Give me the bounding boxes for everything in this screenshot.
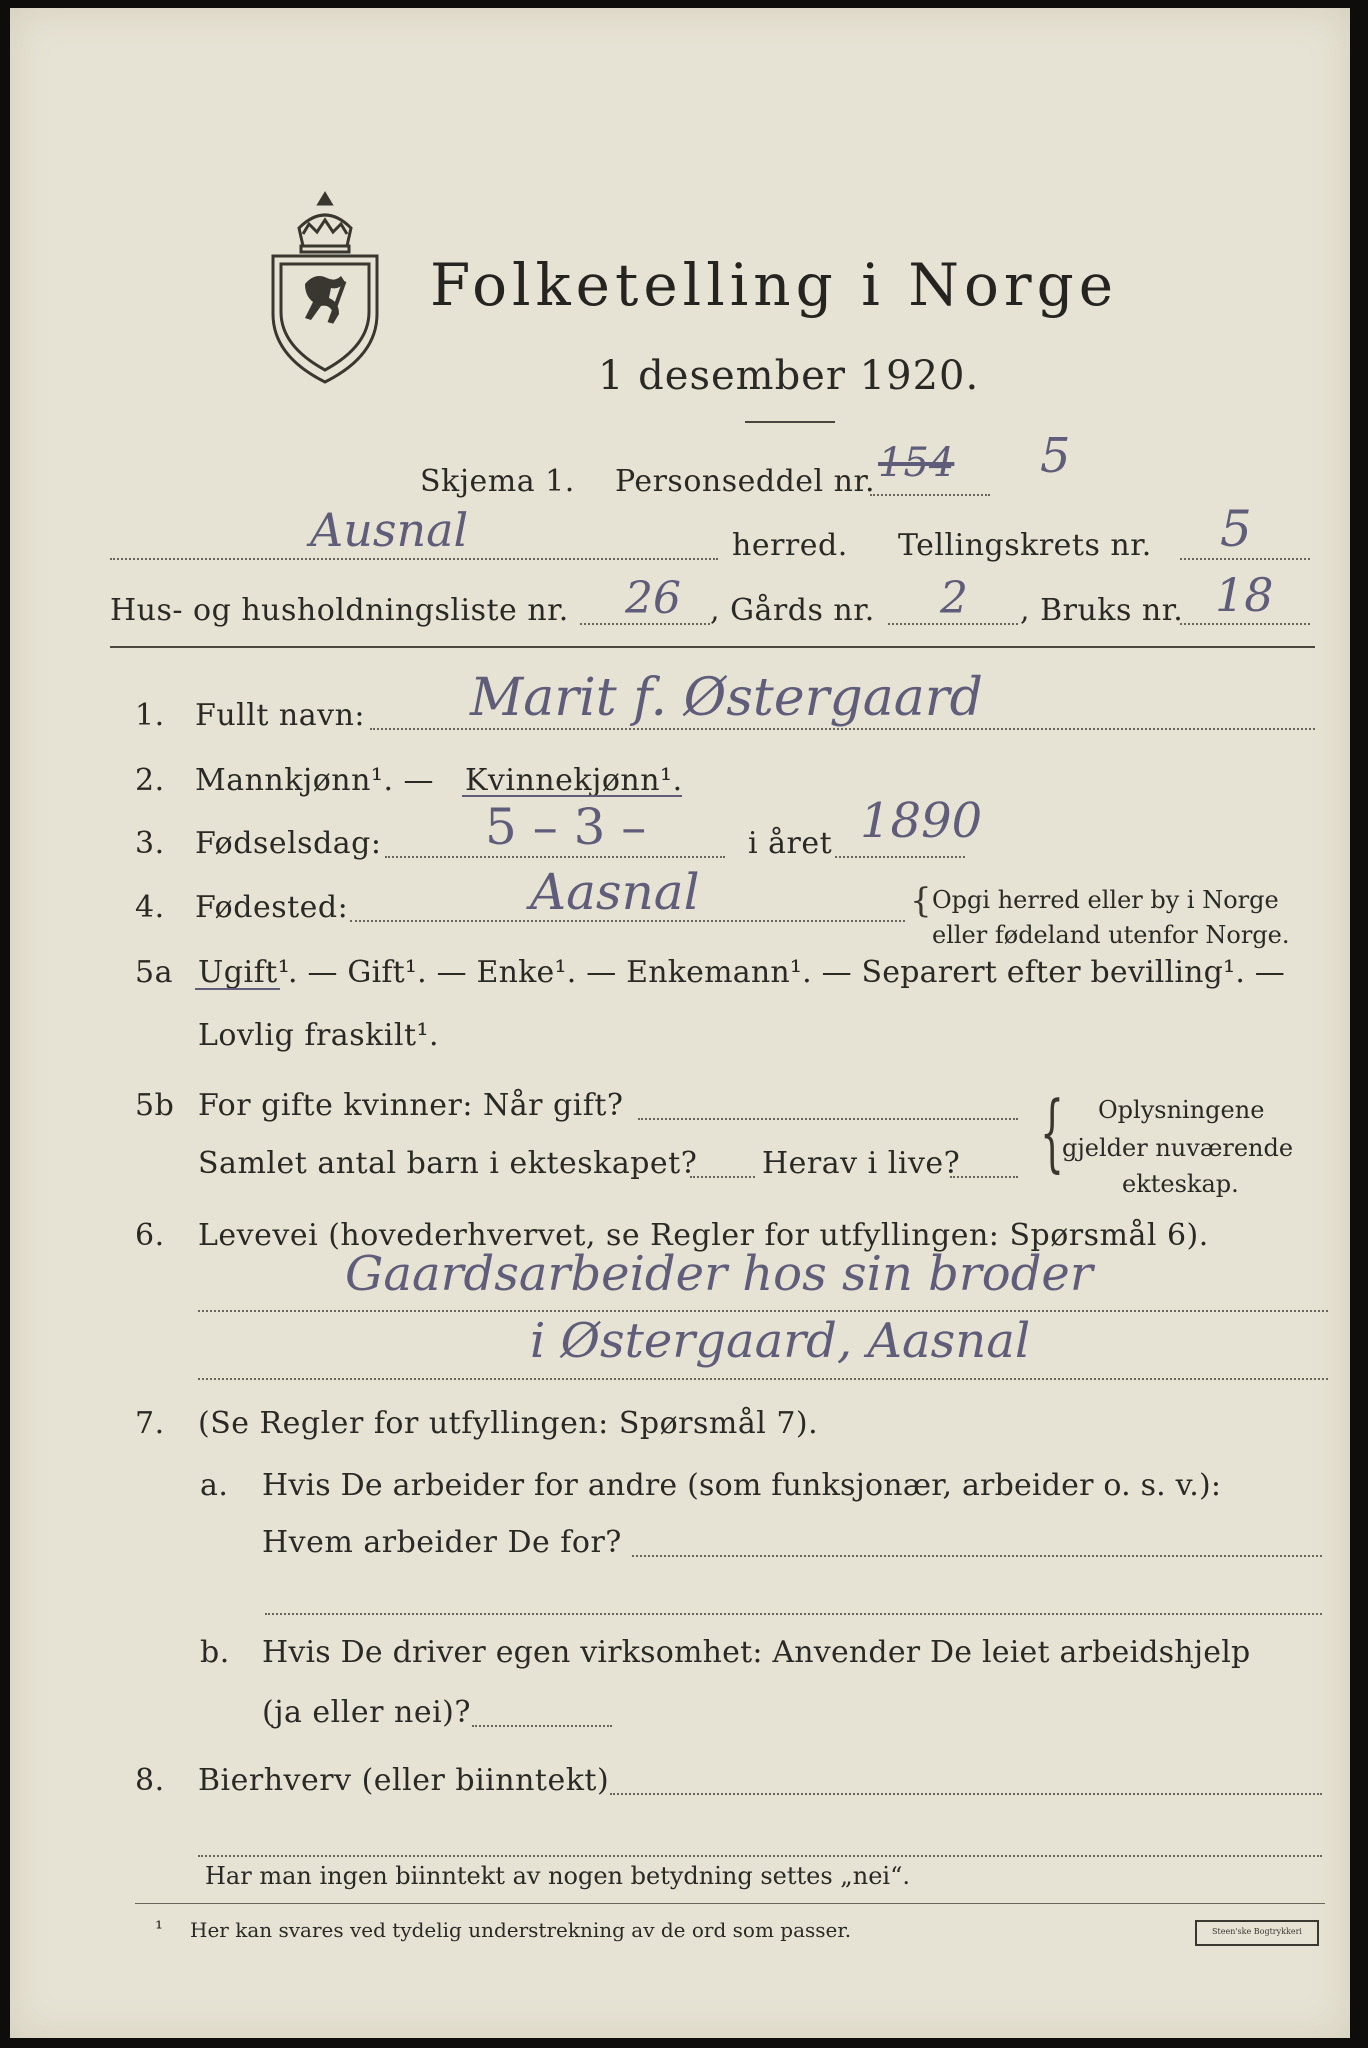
q7b-letter: b.	[200, 1635, 230, 1670]
q6-line1	[198, 1310, 1328, 1312]
marital-status-selected[interactable]: Ugift¹	[198, 955, 291, 990]
q8-number: 8.	[135, 1763, 165, 1798]
q4-note-brace: {	[910, 881, 932, 921]
personseddel-label: Personseddel nr.	[615, 464, 876, 499]
q2-label: Mannkjønn¹. —	[195, 763, 435, 798]
q3-number: 3.	[135, 826, 165, 861]
form-title: Folketelling i Norge	[430, 251, 1119, 319]
q1-label: Fullt navn:	[195, 698, 366, 733]
footnote-number: ¹	[155, 1916, 164, 1940]
q4-label: Fødested:	[195, 890, 349, 925]
q5b-married-line	[638, 1118, 1018, 1120]
q3-year-label: i året	[748, 826, 833, 861]
q4-number: 4.	[135, 890, 165, 925]
tellingskrets-label: Tellingskrets nr.	[898, 528, 1152, 563]
herred-line	[110, 558, 718, 560]
q6-line2	[198, 1378, 1328, 1380]
gards-value[interactable]: 2	[940, 573, 968, 624]
personseddel-line	[870, 494, 990, 496]
q7-label: (Se Regler for utfyllingen: Spørsmål 7).	[198, 1406, 819, 1441]
q5b-note-brace: {	[1040, 1083, 1065, 1181]
q5b-alive-line	[950, 1176, 1018, 1178]
marital-underline	[195, 988, 280, 990]
q7a-letter: a.	[200, 1468, 229, 1503]
q3-label: Fødselsdag:	[195, 826, 382, 861]
q5b-note-line2: gjelder nuværende	[1062, 1134, 1294, 1162]
footnote-text: Her kan svares ved tydelig understrekning av de ord som passer.	[190, 1918, 852, 1942]
tellingskrets-value[interactable]: 5	[1220, 500, 1252, 558]
herred-label: herred.	[732, 528, 848, 563]
full-name-value[interactable]: Marit f. Østergaard	[470, 668, 983, 728]
herred-value[interactable]: Ausnal	[310, 503, 469, 557]
q5b-note-line3: ekteskap.	[1122, 1170, 1239, 1198]
q6-number: 6.	[135, 1218, 165, 1253]
gender-selected[interactable]: Kvinnekjønn¹.	[465, 763, 683, 798]
q7a-line1	[632, 1555, 1322, 1557]
q1-line	[370, 728, 1315, 730]
q5b-number: 5b	[135, 1088, 175, 1123]
q6-label: Levevei (hovederhvervet, se Regler for utfyllingen: Spørsmål 6).	[198, 1218, 1209, 1253]
marital-status-options: . — Gift¹. — Enke¹. — Enkemann¹. — Separert efter bevilling¹. —	[288, 955, 1285, 990]
q5b-note-line1: Oplysningene	[1098, 1096, 1265, 1124]
title-divider	[745, 421, 835, 423]
footer-separator	[135, 1903, 1325, 1904]
skjema-label: Skjema 1.	[420, 464, 575, 499]
q7a-label: Hvis De arbeider for andre (som funksjonær, arbeider o. s. v.):	[262, 1468, 1222, 1503]
occupation-line2-value[interactable]: i Østergaard, Aasnal	[530, 1313, 1031, 1369]
q5b-children-line	[690, 1176, 755, 1178]
q2-number: 2.	[135, 763, 165, 798]
q5b-label-married: For gifte kvinner: Når gift?	[198, 1088, 624, 1123]
personseddel-struck-value: 154	[878, 440, 955, 486]
q5b-label-alive: Herav i live?	[762, 1146, 961, 1181]
biinntekt-note: Har man ingen biinntekt av nogen betydning settes „nei“.	[205, 1862, 910, 1890]
gender-underline	[462, 795, 682, 797]
bruks-label: , Bruks nr.	[1020, 593, 1184, 628]
q3-day-line	[385, 856, 725, 858]
q4-note-line1: Opgi herred eller by i Norge	[932, 886, 1279, 914]
q8-line1	[610, 1793, 1322, 1795]
q7a-line2	[265, 1613, 1322, 1615]
printer-stamp: Steen'ske Bogtrykkeri	[1195, 1920, 1319, 1946]
occupation-line1-value[interactable]: Gaardsarbeider hos sin broder	[345, 1246, 1093, 1302]
gards-label: , Gårds nr.	[710, 593, 875, 628]
birth-year-value[interactable]: 1890	[860, 793, 983, 849]
q7b-question: (ja eller nei)?	[262, 1695, 471, 1730]
norwegian-coat-of-arms-icon	[265, 188, 385, 388]
q5b-label-children: Samlet antal barn i ekteskapet?	[198, 1146, 698, 1181]
q7a-question: Hvem arbeider De for?	[262, 1525, 622, 1560]
census-form-sheet	[10, 8, 1350, 2038]
q8-label: Bierhverv (eller biinntekt)	[198, 1763, 610, 1798]
q1-number: 1.	[135, 698, 165, 733]
bruks-value[interactable]: 18	[1215, 568, 1274, 622]
q3-year-line	[835, 856, 965, 858]
birthplace-value[interactable]: Aasnal	[530, 863, 700, 921]
tellingskrets-line	[1180, 558, 1310, 560]
birthdate-value[interactable]: 5 – 3 –	[485, 798, 647, 856]
personseddel-value[interactable]: 5	[1040, 428, 1071, 484]
q7b-label: Hvis De driver egen virksomhet: Anvender De leiet arbeidshjelp	[262, 1635, 1251, 1670]
q7-number: 7.	[135, 1406, 165, 1441]
hus-label: Hus- og husholdningsliste nr.	[110, 593, 569, 628]
census-date: 1 desember 1920.	[598, 353, 980, 399]
q5a-number: 5a	[135, 955, 173, 990]
marital-status-line2: Lovlig fraskilt¹.	[198, 1018, 440, 1053]
header-separator	[110, 646, 1315, 648]
q7b-line	[472, 1725, 612, 1727]
q4-note-line2: eller fødeland utenfor Norge.	[932, 921, 1290, 949]
bruks-line	[1180, 623, 1310, 625]
q8-line2	[198, 1855, 1322, 1857]
hus-value[interactable]: 26	[625, 573, 681, 624]
